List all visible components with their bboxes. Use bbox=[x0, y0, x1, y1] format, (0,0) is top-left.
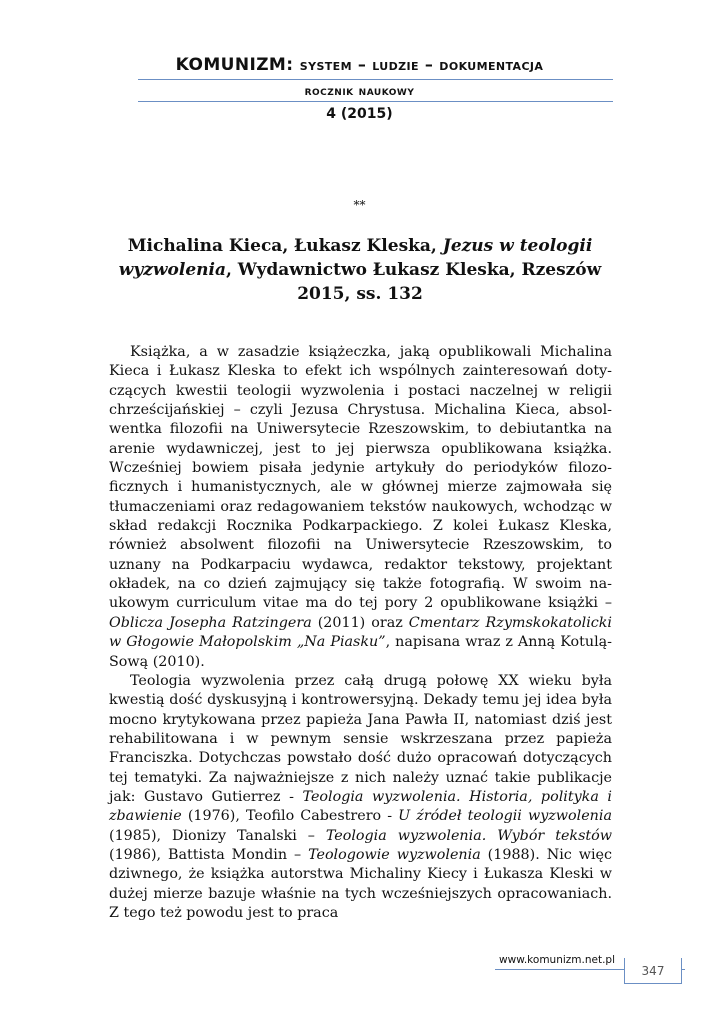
paragraph-1 bbox=[109, 343, 612, 672]
p2-italic-3: Teologia wyzwolenia. Wybór tekstów bbox=[325, 827, 612, 844]
p2-text-c: (1985), Dionizy Tanalski – bbox=[109, 827, 326, 844]
journal-title-main: KOMUNIZM: bbox=[175, 55, 294, 75]
p1-italic-1: Oblicza Josepha Ratzingera bbox=[109, 614, 312, 631]
paragraph-2 bbox=[109, 672, 612, 923]
section-separator: ** bbox=[353, 198, 366, 212]
p2-text-a: Teologia wyzwolenia przez całą drugą połowę XX wieku była kwestią dość dyskusyjną i kontrowersyjną. Dekady temu jej idea była mocno krytykowana przez papieża Jana Pawła II, natomiast dziś jest rehabilitowana i w pewnym sensie wskrzeszana przez papieża Franciszka. Dotychczas powstało dość dużo opracowań dotyczących tej tematyki. Za najważniejsze z nich należy uznać takie publikacje jak: Gustavo Gutierrez - bbox=[109, 672, 612, 805]
footer-url[interactable]: www.komunizm.net.pl bbox=[499, 954, 615, 966]
p1-italic-2: Cmentarz Rzymskokatolicki w Głogowie Małopolskim „Na Piasku” bbox=[109, 614, 613, 651]
journal-volume: 4 (2015) bbox=[326, 106, 393, 122]
p1-text-b: (2011) oraz bbox=[311, 614, 409, 631]
review-heading bbox=[95, 234, 625, 306]
review-publisher: , Wydawnictwo Łukasz Kleska, Rzeszów 2015, ss. 132 bbox=[225, 260, 602, 304]
p2-text-d: (1986), Battista Mondin – bbox=[109, 846, 309, 863]
journal-subtitle-text: rocznik naukowy bbox=[304, 84, 415, 99]
page-number: 347 bbox=[641, 964, 665, 978]
review-book-title: Jezus w teologii wyzwolenia bbox=[118, 236, 593, 280]
header-rule-bottom bbox=[138, 101, 613, 102]
journal-title-rest: system – ludzie – dokumentacja bbox=[299, 55, 544, 74]
p2-italic-1: Teologia wyzwolenia. Historia, polityka i zbawienie bbox=[109, 788, 612, 825]
p1-text-a: Książka, a w zasadzie książeczka, jaką opublikowali Michalina Kieca i Łukasz Kleska to efekt ich wspólnych zainteresowań dotyczących kwestii teologii wyzwolenia i postaci naczelnej w religii chrześcijańskiej – czyli Jezusa Chrystusa. Michalina Kieca, absolwentka filozofii na Uniwersytecie Rzeszowskim, to debiutantka na arenie wydawniczej, jest to jej pierwsza opublikowana książka. Wcześniej bowiem pisała jedynie artykuły do periodyków filozoficznych i humanistycznych, ale w głównej mierze zajmowała się tłumaczeniami oraz redagowaniem tekstów naukowych, wchodząc w skład redakcji Rocznika Podkarpackiego. Z kolei Łukasz Kleska, również absolwent filozofii na Uniwersytecie Rzeszowskim, to uznany na Podkarpaciu wydawca, redaktor tekstowy, projektant okładek, na co dzień zajmujący się także fotografią. W swoim naukowym curriculum vitae ma do tej pory 2 opublikowane książki – bbox=[109, 344, 612, 612]
p2-text-b: (1976), Teofilo Cabestrero - bbox=[181, 808, 399, 825]
header-rule-top bbox=[138, 79, 613, 80]
p2-italic-2: U źródeł teologii wyzwolenia bbox=[398, 808, 612, 825]
review-authors: Michalina Kieca, Łukasz Kleska, bbox=[127, 236, 437, 256]
page-number-box bbox=[624, 958, 682, 984]
journal-title bbox=[0, 55, 719, 75]
p2-italic-4: Teologowie wyzwolenia bbox=[308, 846, 481, 863]
p1-text-c: , napisana wraz z Anną Kotulą-Sową (2010). bbox=[109, 634, 612, 670]
p2-text-e: (1988). Nic więc dziwnego, że książka autorstwa Michaliny Kiecy i Łukasza Kleski w dużej mierze bazuje właśnie na tych wcześniejszych opracowaniach. Z tego też powodu jest to praca bbox=[109, 846, 612, 921]
journal-subtitle bbox=[0, 84, 719, 99]
review-body bbox=[109, 343, 612, 923]
